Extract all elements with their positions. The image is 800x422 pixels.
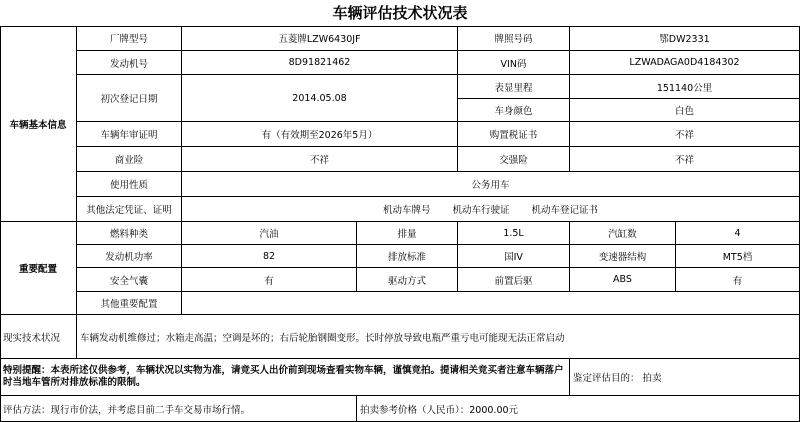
usage-value: 公务用车 xyxy=(182,172,800,197)
cylinders-label: 汽缸数 xyxy=(570,222,676,245)
compulsory-insurance-value: 不祥 xyxy=(570,147,800,172)
other-config-label: 其他重要配置 xyxy=(77,292,182,315)
drive-value: 前置后驱 xyxy=(458,268,570,292)
section-important-config: 重要配置 xyxy=(0,222,77,315)
section-basic-info: 车辆基本信息 xyxy=(0,26,77,222)
vin-label: VIN码 xyxy=(458,51,570,75)
reference-price: 拍卖参考价格（人民币）：2000.00元 xyxy=(357,396,800,422)
status-text: 车辆发动机维修过；水箱走高温；空调是坏的；右后轮胎钢圈变形。长时停放导致电瓶严重亏电可能现无法正常启动 xyxy=(77,315,800,359)
commercial-insurance-label: 商业险 xyxy=(77,147,182,172)
fuel-label: 燃料种类 xyxy=(77,222,182,245)
regdate-value: 2014.05.08 xyxy=(182,75,458,122)
emission-label: 排放标准 xyxy=(357,245,458,268)
abs-value: 有 xyxy=(676,268,800,292)
airbag-value: 有 xyxy=(182,268,357,292)
evaluation-method: 评估方法：现行市价法，并考虑目前二手车交易市场行情。 xyxy=(0,396,357,422)
other-docs-label: 其他法定凭证、证明 xyxy=(77,197,182,222)
mileage-value: 151140公里 xyxy=(570,75,800,99)
doc-registration-cert: 机动车登记证书 xyxy=(531,205,599,216)
color-label: 车身颜色 xyxy=(458,99,570,122)
evaluation-purpose: 鉴定评估目的： 拍卖 xyxy=(570,359,800,396)
gearbox-label: 变速器结构 xyxy=(570,245,676,268)
evaluation-table xyxy=(0,26,800,422)
doc-driving-license: 机动车行驶证 xyxy=(452,205,510,216)
drive-label: 驱动方式 xyxy=(357,268,458,292)
mileage-label: 表显里程 xyxy=(458,75,570,99)
page-title: 车辆评估技术状况表 xyxy=(332,4,468,22)
fuel-value: 汽油 xyxy=(182,222,357,245)
engine-value: 8D91821462 xyxy=(182,51,458,75)
power-value: 82 xyxy=(182,245,357,268)
gearbox-value: MT5档 xyxy=(676,245,800,268)
brand-value: 五菱牌LZW6430JF xyxy=(182,26,458,51)
purchase-tax-label: 购置税证书 xyxy=(458,122,570,147)
usage-label: 使用性质 xyxy=(77,172,182,197)
abs-label: ABS xyxy=(570,268,676,292)
purchase-tax-value: 不祥 xyxy=(570,122,800,147)
special-notice: 特别提醒：本表所述仅供参考，车辆状况以实物为准，请竞买人出价前到现场查看实物车辆，谨慎竞拍。提请相关竞买者注意车辆落户时当地车管所对排放标准的限制。 xyxy=(0,359,570,396)
inspection-label: 车辆年审证明 xyxy=(77,122,182,147)
emission-value: 国IV xyxy=(458,245,570,268)
doc-plate: 机动车牌号 xyxy=(382,205,431,216)
airbag-label: 安全气囊 xyxy=(77,268,182,292)
plate-label: 牌照号码 xyxy=(458,26,570,51)
brand-label: 厂牌型号 xyxy=(77,26,182,51)
plate-value: 鄂DW2331 xyxy=(570,26,800,51)
displacement-value: 1.5L xyxy=(458,222,570,245)
other-config-value xyxy=(182,292,800,315)
section-status: 现实技术状况 xyxy=(0,315,77,359)
regdate-label: 初次登记日期 xyxy=(77,75,182,122)
commercial-insurance-value: 不祥 xyxy=(182,147,458,172)
engine-label: 发动机号 xyxy=(77,51,182,75)
vin-value: LZWADAGA0D4184302 xyxy=(570,51,800,75)
compulsory-insurance-label: 交强险 xyxy=(458,147,570,172)
displacement-label: 排量 xyxy=(357,222,458,245)
power-label: 发动机功率 xyxy=(77,245,182,268)
other-docs-values xyxy=(182,197,800,222)
color-value: 白色 xyxy=(570,99,800,122)
cylinders-value: 4 xyxy=(676,222,800,245)
inspection-value: 有（有效期至2026年5月） xyxy=(182,122,458,147)
